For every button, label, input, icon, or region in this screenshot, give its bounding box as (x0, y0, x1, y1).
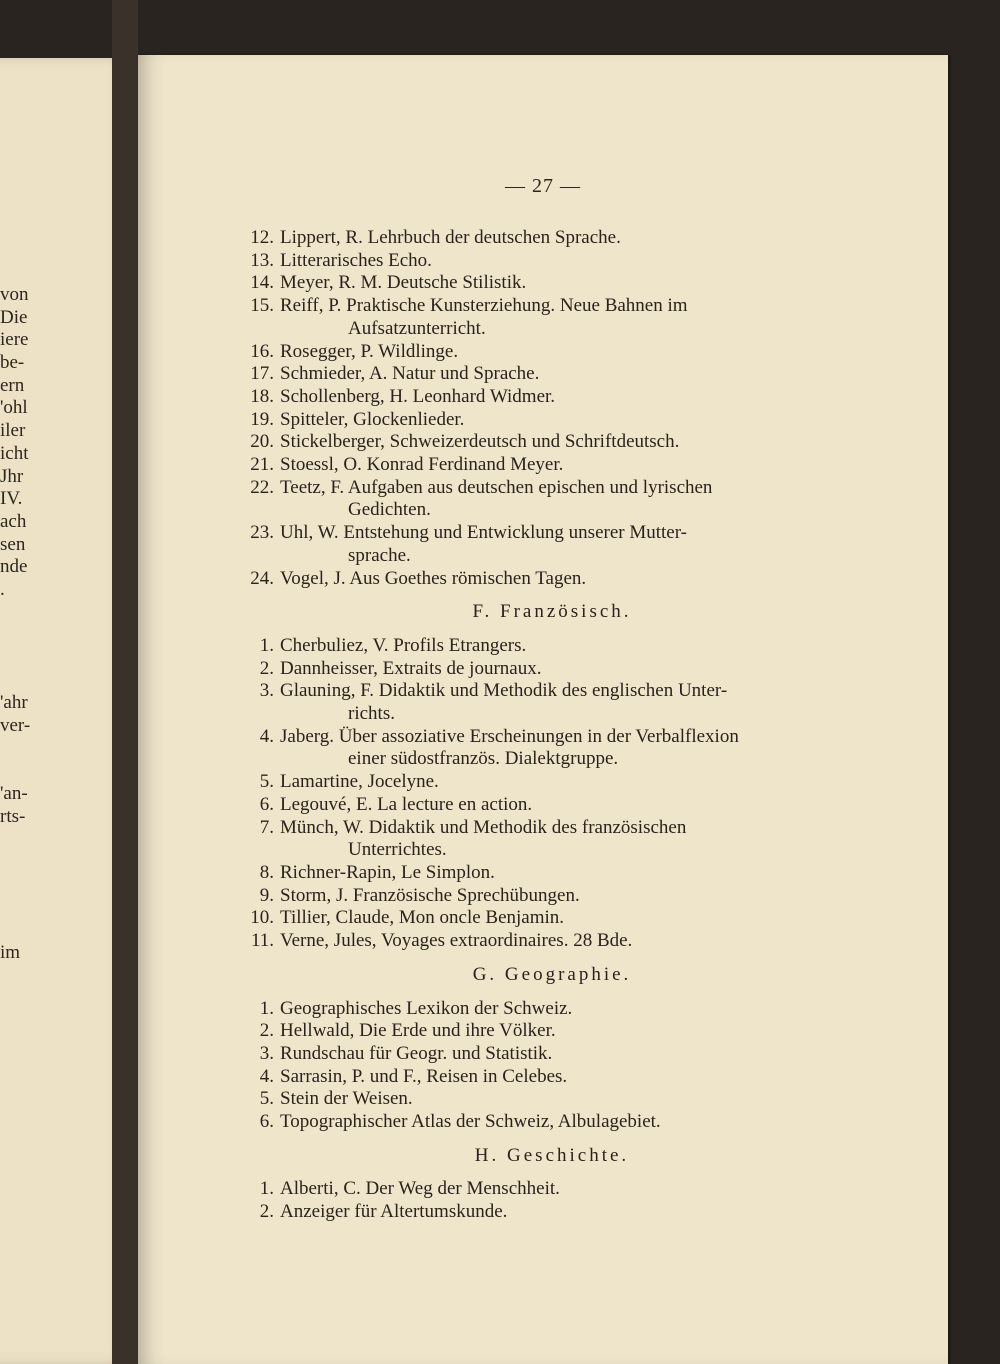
list-item (236, 454, 838, 477)
entry-number: 1. (259, 634, 274, 656)
entry-number: 4. (259, 1065, 274, 1087)
entry-line: Topographischer Atlas der Schweiz, Albulagebiet. (280, 1111, 661, 1133)
section-heading: H. Geschichte. (474, 1144, 630, 1166)
entry-line: Vogel, J. Aus Goethes römischen Tagen. (280, 567, 587, 589)
entry-number: 6. (259, 1111, 274, 1133)
left-page-fragment (0, 851, 40, 874)
entry-text (280, 1178, 838, 1201)
entry-number: 5. (259, 771, 274, 793)
list-item (236, 250, 838, 273)
entry-text (280, 431, 838, 454)
entry-line: Dannheisser, Extraits de journaux. (280, 657, 542, 679)
entry-number: 19. (250, 408, 274, 430)
entry-text (280, 680, 838, 725)
entry-text (280, 386, 838, 409)
entry-line: Stein der Weisen. (280, 1088, 413, 1110)
entry-line: Sarrasin, P. und F., Reisen in Celebes. (280, 1065, 568, 1087)
entry-number: 6. (259, 793, 274, 815)
entry-line: richts. (348, 703, 395, 725)
left-page-fragment: iere (0, 329, 29, 351)
left-page-fragment: sen (0, 533, 26, 555)
entry-text (280, 1088, 838, 1111)
entry-text (280, 341, 838, 364)
entry-text (280, 250, 838, 273)
entry-text (280, 794, 838, 817)
list-item (236, 568, 838, 591)
entry-number: 15. (250, 295, 274, 317)
left-page-fragment: von (0, 284, 29, 305)
list-item (236, 341, 838, 364)
list-item (236, 862, 838, 885)
entry-text (280, 862, 838, 885)
entry-line: Storm, J. Französische Sprechübungen. (280, 884, 580, 906)
entry-line: Reiff, P. Praktische Kunsterziehung. Neue Bahnen im (280, 295, 688, 317)
left-page-fragment (0, 829, 40, 852)
entry-number: 2. (259, 657, 274, 679)
entry-text (280, 272, 838, 295)
left-page-fragment (0, 647, 40, 670)
left-page-fragment (0, 670, 40, 693)
left-page-fragments (0, 284, 40, 965)
entry-text (280, 295, 838, 340)
entry-number: 4. (259, 725, 274, 747)
entry-line: Richner-Rapin, Le Simplon. (280, 861, 495, 883)
list-item (236, 272, 838, 295)
entry-text (280, 522, 838, 567)
list-item (236, 998, 838, 1021)
entry-text (280, 1111, 838, 1134)
left-page-fragment: 'ahr (0, 692, 28, 714)
entry-line: Spitteler, Glockenlieder. (280, 408, 465, 430)
list-item (236, 1178, 838, 1201)
list-item (236, 295, 838, 340)
list-item (236, 794, 838, 817)
entry-line: Aufsatzunterricht. (348, 317, 486, 339)
entry-number: 2. (259, 1020, 274, 1042)
entry-line: Meyer, R. M. Deutsche Stilistik. (280, 272, 527, 294)
list-item (236, 726, 838, 771)
list-item (236, 477, 838, 522)
left-page-fragment: be- (0, 352, 25, 374)
entry-number: 12. (250, 227, 274, 248)
left-page-fragment (0, 602, 40, 625)
entry-text (280, 409, 838, 432)
list-item (236, 635, 838, 658)
entry-number: 23. (250, 522, 274, 544)
entry-number: 13. (250, 249, 274, 271)
entry-number: 17. (250, 363, 274, 385)
entry-line: Cherbuliez, V. Profils Etrangers. (280, 634, 527, 656)
entry-text (280, 363, 838, 386)
list-item (236, 227, 838, 250)
entry-text (280, 907, 838, 930)
list-item (236, 1111, 838, 1134)
left-page-fragment (0, 760, 40, 783)
entry-text (280, 930, 838, 953)
entry-number: 18. (250, 385, 274, 407)
entry-line: Hellwald, Die Erde und ihre Völker. (280, 1020, 556, 1042)
entry-number: 3. (259, 680, 274, 702)
entry-line: Stickelberger, Schweizerdeutsch und Schriftdeutsch. (280, 431, 680, 453)
list-item (236, 817, 838, 862)
entry-number: 7. (259, 816, 274, 838)
entry-text (280, 1043, 838, 1066)
left-page-fragment: 'an- (0, 783, 28, 805)
entry-line: Glauning, F. Didaktik und Methodik des englischen Unter- (280, 680, 728, 702)
entry-line: Legouvé, E. La lecture en action. (280, 793, 533, 815)
list-item (236, 1088, 838, 1111)
entry-number: 9. (259, 884, 274, 906)
left-page-fragment: iler (0, 420, 26, 442)
entry-line: Stoessl, O. Konrad Ferdinand Meyer. (280, 454, 564, 476)
entry-number: 24. (250, 567, 274, 589)
entry-line: Jaberg. Über assoziative Erscheinungen in der Verbalflexion (280, 725, 739, 747)
entry-text (280, 1066, 838, 1089)
left-page-fragment (0, 624, 40, 647)
list-item (236, 1020, 838, 1043)
book-spine (112, 0, 138, 1364)
entry-number: 14. (250, 272, 274, 294)
entry-line: einer südostfranzös. Dialektgruppe. (348, 748, 619, 770)
list-item (236, 1201, 838, 1224)
left-page-fragment: Jhr (0, 465, 24, 487)
entry-number: 10. (250, 907, 274, 929)
entry-line: Lamartine, Jocelyne. (280, 771, 439, 793)
left-page-fragment: ver- (0, 715, 31, 737)
entry-number: 8. (259, 861, 274, 883)
left-page-fragment: nde (0, 556, 28, 578)
left-page-fragment (0, 897, 40, 920)
list-item (236, 522, 838, 567)
left-page-fragment: ern (0, 374, 25, 396)
entry-text (280, 635, 838, 658)
right-page (138, 55, 948, 1364)
list-item (236, 658, 838, 681)
entry-line: Münch, W. Didaktik und Methodik des französischen (280, 816, 687, 838)
entry-number: 22. (250, 476, 274, 498)
left-page-fragment: ach (0, 510, 27, 532)
left-page-fragment: . (0, 578, 5, 600)
entry-number: 16. (250, 340, 274, 362)
section-heading: F. Französisch. (472, 601, 632, 623)
left-page-fragment (0, 919, 40, 942)
entry-line: Geographisches Lexikon der Schweiz. (280, 997, 573, 1019)
entry-line: Teetz, F. Aufgaben aus deutschen epischen und lyrischen (280, 476, 713, 498)
left-page-fragment (0, 874, 40, 897)
entry-text (280, 817, 838, 862)
entry-number: 3. (259, 1042, 274, 1064)
left-page-fragment: im (0, 941, 21, 963)
entry-number: 1. (259, 1178, 274, 1200)
entry-list (236, 227, 838, 1224)
list-item (236, 907, 838, 930)
entry-line: Tillier, Claude, Mon oncle Benjamin. (280, 907, 565, 929)
entry-text (280, 1201, 838, 1224)
left-page-fragment: 'ohl (0, 397, 28, 419)
list-item (236, 771, 838, 794)
left-page-fragment: icht (0, 442, 29, 464)
entry-number: 2. (259, 1201, 274, 1223)
entry-number: 5. (259, 1088, 274, 1110)
list-item (236, 1066, 838, 1089)
entry-text (280, 1020, 838, 1043)
entry-text (280, 658, 838, 681)
entry-number: 11. (250, 930, 274, 952)
list-item (236, 885, 838, 908)
entry-line: Schmieder, A. Natur und Sprache. (280, 363, 540, 385)
entry-line: Litterarisches Echo. (280, 249, 432, 271)
left-page-fragment: Die (0, 306, 28, 328)
list-item (236, 386, 838, 409)
list-item (236, 431, 838, 454)
entry-text (280, 726, 838, 771)
entry-number: 20. (250, 431, 274, 453)
entry-line: Rosegger, P. Wildlinge. (280, 340, 459, 362)
entry-number: 21. (250, 454, 274, 476)
left-page-fragment (0, 738, 40, 761)
entry-line: Rundschau für Geogr. und Statistik. (280, 1042, 553, 1064)
list-item (236, 363, 838, 386)
page-number: — 27 — (505, 175, 581, 197)
list-item (236, 1043, 838, 1066)
list-item (236, 680, 838, 725)
entry-text (280, 477, 838, 522)
section-heading: G. Geographie. (472, 963, 632, 985)
entry-text (280, 568, 838, 591)
list-item (236, 409, 838, 432)
entry-number: 1. (259, 997, 274, 1019)
entry-line: Lippert, R. Lehrbuch der deutschen Sprache. (280, 227, 621, 248)
entry-line: sprache. (348, 544, 411, 566)
entry-text (280, 227, 838, 250)
entry-text (280, 771, 838, 794)
entry-text (280, 998, 838, 1021)
entry-line: Gedichten. (348, 499, 431, 521)
list-item (236, 930, 838, 953)
entry-line: Verne, Jules, Voyages extraordinaires. 28 Bde. (280, 930, 633, 952)
left-page-fragment: rts- (0, 805, 26, 827)
entry-line: Schollenberg, H. Leonhard Widmer. (280, 385, 556, 407)
entry-text (280, 885, 838, 908)
entry-line: Unterrichtes. (348, 839, 447, 861)
entry-text (280, 454, 838, 477)
entry-line: Alberti, C. Der Weg der Menschheit. (280, 1178, 560, 1200)
entry-line: Anzeiger für Altertumskunde. (280, 1201, 508, 1223)
left-page-fragment: IV. (0, 488, 23, 510)
entry-line: Uhl, W. Entstehung und Entwicklung unserer Mutter- (280, 522, 688, 544)
